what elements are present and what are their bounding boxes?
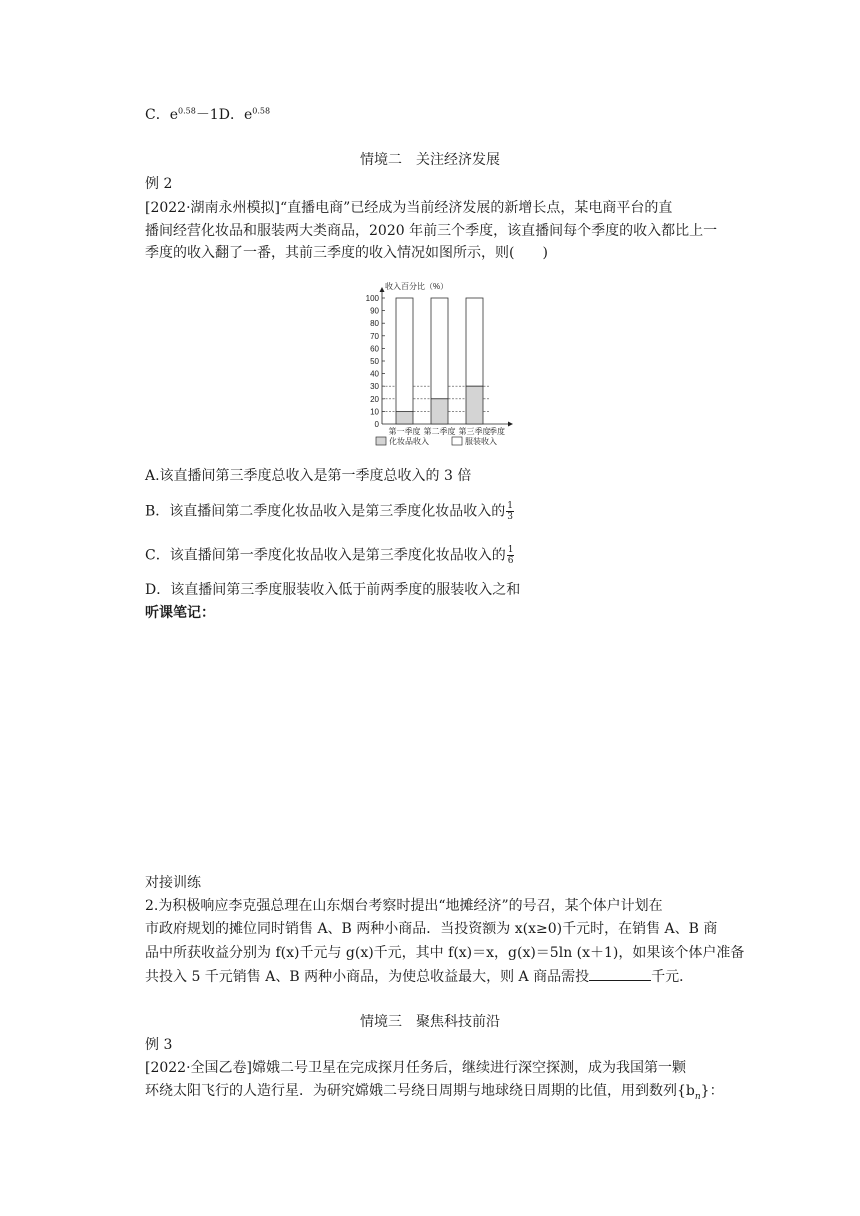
fraction-numerator: 1 — [507, 545, 514, 555]
bar-clothing — [466, 298, 483, 386]
option-c-d-line — [145, 105, 270, 125]
training-label: 对接训练 — [145, 875, 201, 891]
option-b — [145, 501, 514, 522]
option-c — [145, 545, 514, 566]
bar-cosmetics — [466, 386, 483, 424]
training-line-1: 2.为积极响应李克强总理在山东烟台考察时提出“地摊经济”的号召，某个体户计划在 — [145, 898, 663, 914]
y-tick-label: 10 — [370, 407, 379, 417]
legend-swatch-cosmetics — [376, 437, 386, 445]
answer-blank[interactable] — [589, 966, 651, 981]
y-tick-label: 40 — [370, 369, 379, 379]
example-2-label: 例 2 — [145, 176, 173, 192]
y-tick-label: 80 — [370, 319, 379, 329]
bar-cosmetics — [396, 411, 413, 424]
section-title-2: 情境二 关注经济发展 — [360, 152, 500, 168]
example-3-label: 例 3 — [145, 1037, 173, 1053]
fraction-denominator: 6 — [507, 556, 514, 566]
x-tick-label: 第一季度 — [388, 427, 421, 436]
y-tick-label: 70 — [370, 331, 379, 341]
x-axis-label: 季度 — [489, 427, 505, 436]
bar-clothing — [396, 298, 413, 411]
x-tick-label: 第三季度 — [458, 427, 491, 436]
example-3-line-1: [2022·全国乙卷]嫦娥二号卫星在完成探月任务后，继续进行深空探测，成为我国第一颗 — [145, 1060, 687, 1076]
x-tick-label: 第二季度 — [423, 427, 456, 436]
y-tick-label: 60 — [370, 344, 379, 354]
income-chart — [360, 275, 520, 460]
legend-swatch-clothing — [452, 437, 462, 445]
example-3-line-2-end: }： — [700, 1083, 724, 1099]
y-tick-label: 100 — [365, 294, 379, 303]
option-d-text: －1D．e — [195, 107, 253, 123]
y-axis-label: 收入百分比（%） — [385, 282, 449, 291]
subscript: n — [694, 1091, 701, 1102]
fraction — [507, 545, 515, 566]
bar-clothing — [431, 298, 448, 399]
example-2-line-2: 播间经营化妆品和服装两大类商品，2020 年前三个季度，该直播间每个季度的收入都比上一 — [145, 223, 718, 239]
notes-label: 听课笔记： — [145, 605, 215, 621]
legend-label-clothing: 服装收入 — [465, 437, 497, 446]
section-title-3: 情境三 聚焦科技前沿 — [360, 1014, 500, 1030]
option-c-text: C．e — [145, 107, 178, 123]
fraction — [506, 501, 514, 522]
example-3-line-2-text: 环绕太阳飞行的人造行星．为研究嫦娥二号绕日周期与地球绕日周期的比值，用到数列{b — [145, 1083, 695, 1099]
option-a: A.该直播间第三季度总收入是第一季度总收入的 3 倍 — [145, 468, 472, 484]
fraction-denominator: 3 — [507, 512, 514, 522]
training-line-2: 市政府规划的摊位同时销售 A、B 两种小商品．当投资额为 x(x≥0)千元时，在销售 A、B 商 — [145, 921, 718, 937]
x-axis-arrow — [508, 422, 513, 427]
bar-cosmetics — [431, 399, 448, 424]
y-tick-label: 90 — [370, 306, 379, 316]
option-d: D．该直播间第三季度服装收入低于前两季度的服装收入之和 — [145, 582, 521, 598]
training-line-3: 品中所获收益分别为 f(x)千元与 g(x)千元，其中 f(x)＝x，g(x)＝5ln (x＋1)，如果该个体户准备 — [145, 945, 745, 961]
training-line-4-text: 共投入 5 千元销售 A、B 两种小商品，为使总收益最大，则 A 商品需投 — [145, 969, 590, 985]
exponent: 0.58 — [252, 106, 271, 116]
option-c-text: C．该直播间第一季度化妆品收入是第三季度化妆品收入的 — [145, 547, 506, 564]
legend-label-cosmetics: 化妆品收入 — [389, 437, 429, 446]
example-3-line-2 — [145, 1081, 724, 1107]
training-line-4 — [145, 966, 693, 987]
training-line-4-unit: 千元． — [651, 969, 694, 985]
y-tick-label: 20 — [370, 394, 379, 404]
option-b-text: B．该直播间第二季度化妆品收入是第三季度化妆品收入的 — [145, 503, 506, 520]
y-tick-label: 0 — [374, 420, 379, 429]
y-axis-arrow — [380, 287, 385, 292]
example-2-line-1: [2022·湖南永州模拟]“直播电商”已经成为当前经济发展的新增长点，某电商平台的直 — [145, 200, 673, 216]
exponent: 0.58 — [178, 106, 196, 116]
example-2-line-3: 季度的收入翻了一番，其前三季度的收入情况如图所示，则( ) — [145, 245, 548, 261]
y-tick-label: 30 — [370, 382, 379, 392]
fraction-numerator: 1 — [507, 501, 514, 511]
y-tick-label: 50 — [370, 357, 379, 366]
